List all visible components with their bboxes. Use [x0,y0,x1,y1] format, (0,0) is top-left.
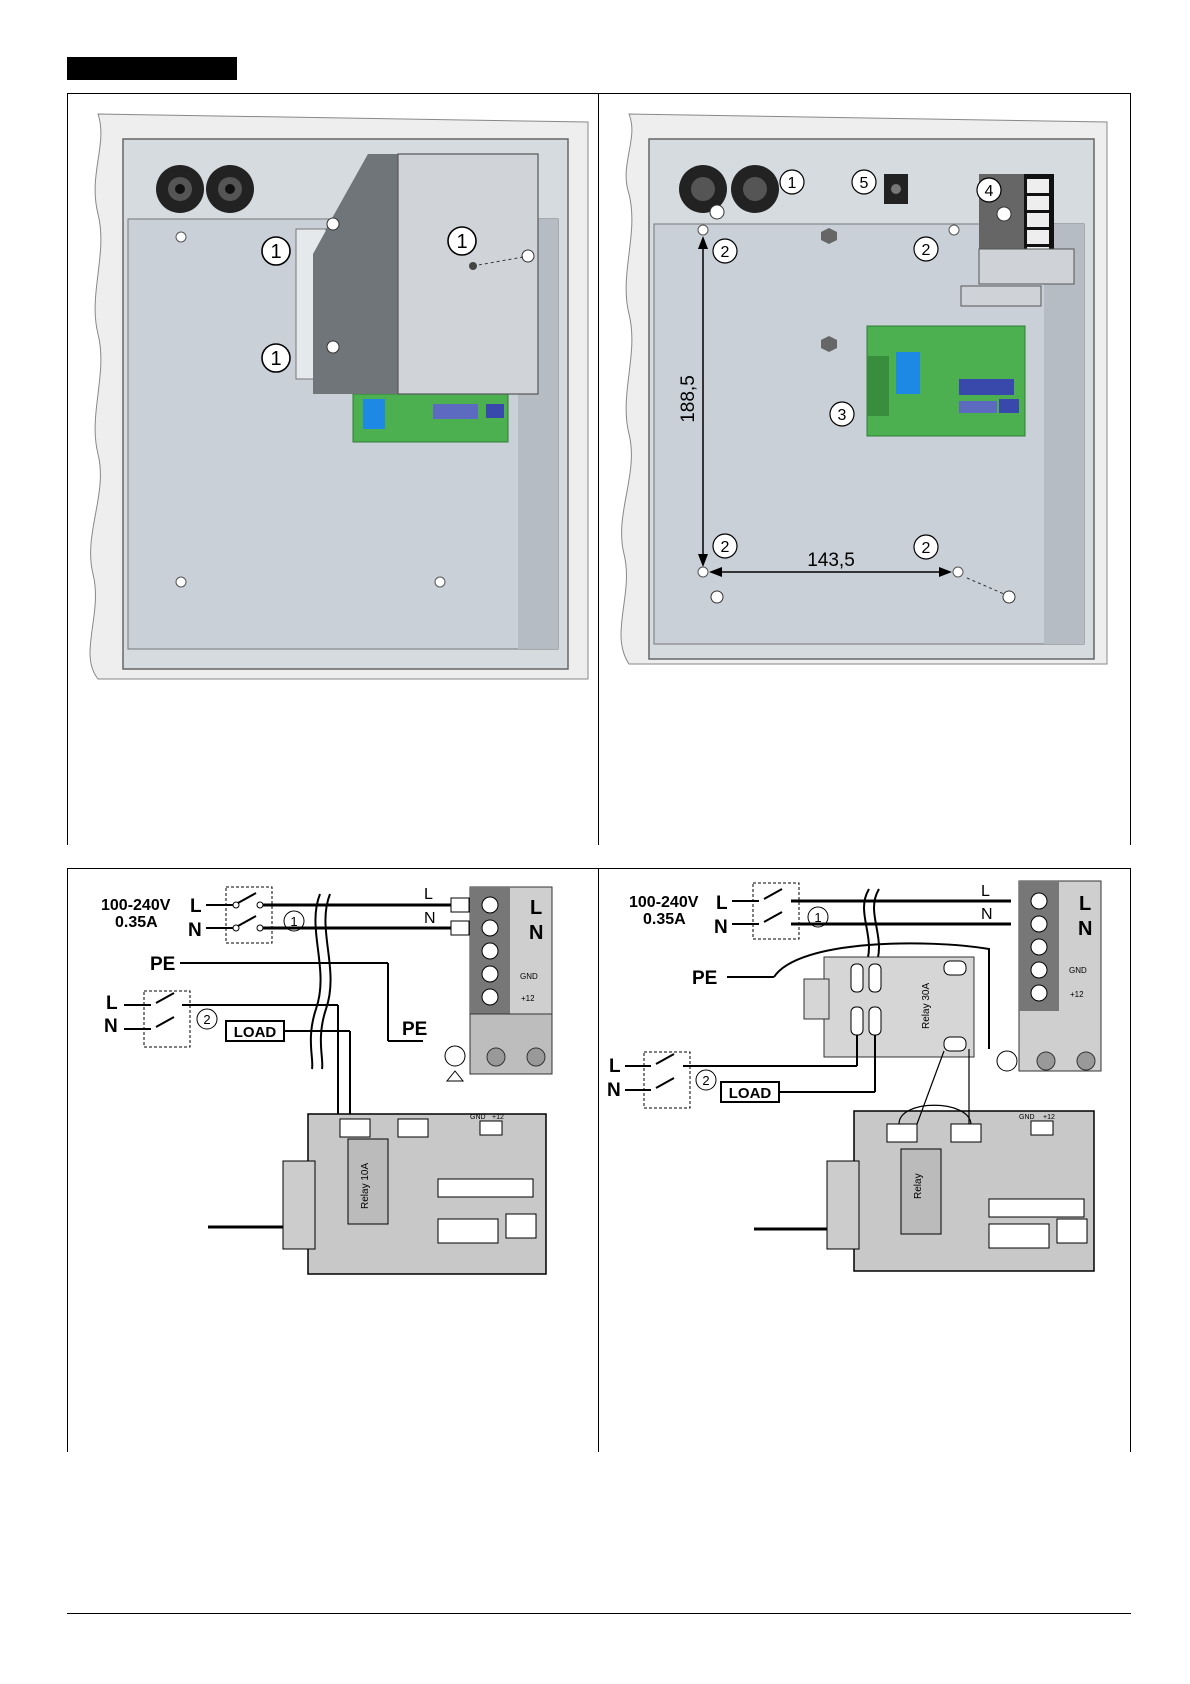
terminal-12v: +12 [1070,990,1084,999]
callout-2c: 2 [720,539,730,556]
pe-label: PE [150,954,176,975]
switch-1-label: 1 [814,910,822,925]
terminal-gnd: GND [1069,966,1087,975]
line-label-2: L [609,1056,621,1077]
callout-2a: 2 [720,244,730,261]
pe-terminal-label: PE [402,1019,428,1040]
switch-1-label: 1 [290,914,298,929]
neutral-label-2: N [607,1080,621,1101]
callout-1b: 1 [270,348,282,370]
frame-right-lower [1130,868,1131,1452]
terminal-n: N [529,922,544,944]
supply-current: 0.35A [115,914,158,931]
figure-enclosure-closed [68,94,598,684]
footer-line [67,1613,1131,1614]
callout-5: 5 [859,175,869,192]
pcb-gnd-label: GND [470,1114,486,1121]
callout-1c: 1 [456,231,468,253]
dimension-vertical: 188,5 [678,375,699,423]
frame-right-upper [1130,93,1131,845]
terminal-12v: +12 [521,994,535,1003]
dimension-horizontal: 143,5 [807,550,855,571]
pe-label: PE [692,968,718,989]
switch-2-label: 2 [702,1073,710,1088]
neutral-label-2: N [104,1016,118,1037]
figure-wiring-relay-10a [68,869,598,1309]
terminal-l-wire-label: L [424,886,433,903]
terminal-l: L [530,897,543,919]
terminal-l: L [1079,893,1092,915]
relay-label: Relay [913,1173,924,1199]
line-label: L [716,893,728,914]
terminal-n: N [1078,918,1093,940]
neutral-label: N [714,917,728,938]
switch-2-label: 2 [203,1012,211,1027]
load-label: LOAD [233,1024,277,1041]
supply-voltage: 100-240V [101,897,171,914]
relay-30a-label: Relay 30A [921,982,932,1029]
terminal-n-wire-label: N [424,910,436,927]
supply-current: 0.35A [643,911,686,928]
callout-4: 4 [984,183,994,200]
load-label: LOAD [728,1085,772,1102]
line-label: L [190,896,202,917]
callout-2b: 2 [921,242,931,259]
callout-3: 3 [837,407,847,424]
callout-1a: 1 [270,241,282,263]
figure-wiring-relay-30a [599,869,1130,1309]
terminal-n-wire-label: N [981,906,993,923]
terminal-gnd: GND [520,972,538,981]
pcb-12v-label: +12 [1043,1114,1055,1121]
line-label-2: L [106,993,118,1014]
pcb-gnd-label: GND [1019,1114,1035,1121]
neutral-label: N [188,920,202,941]
figure-enclosure-open [599,94,1130,684]
callout-2d: 2 [921,540,931,557]
pcb-12v-label: +12 [492,1114,504,1121]
terminal-l-wire-label: L [981,883,990,900]
supply-voltage: 100-240V [629,894,699,911]
header-bar [67,57,237,80]
relay-10a-label: Relay 10A [360,1162,371,1209]
callout-1: 1 [787,175,797,192]
